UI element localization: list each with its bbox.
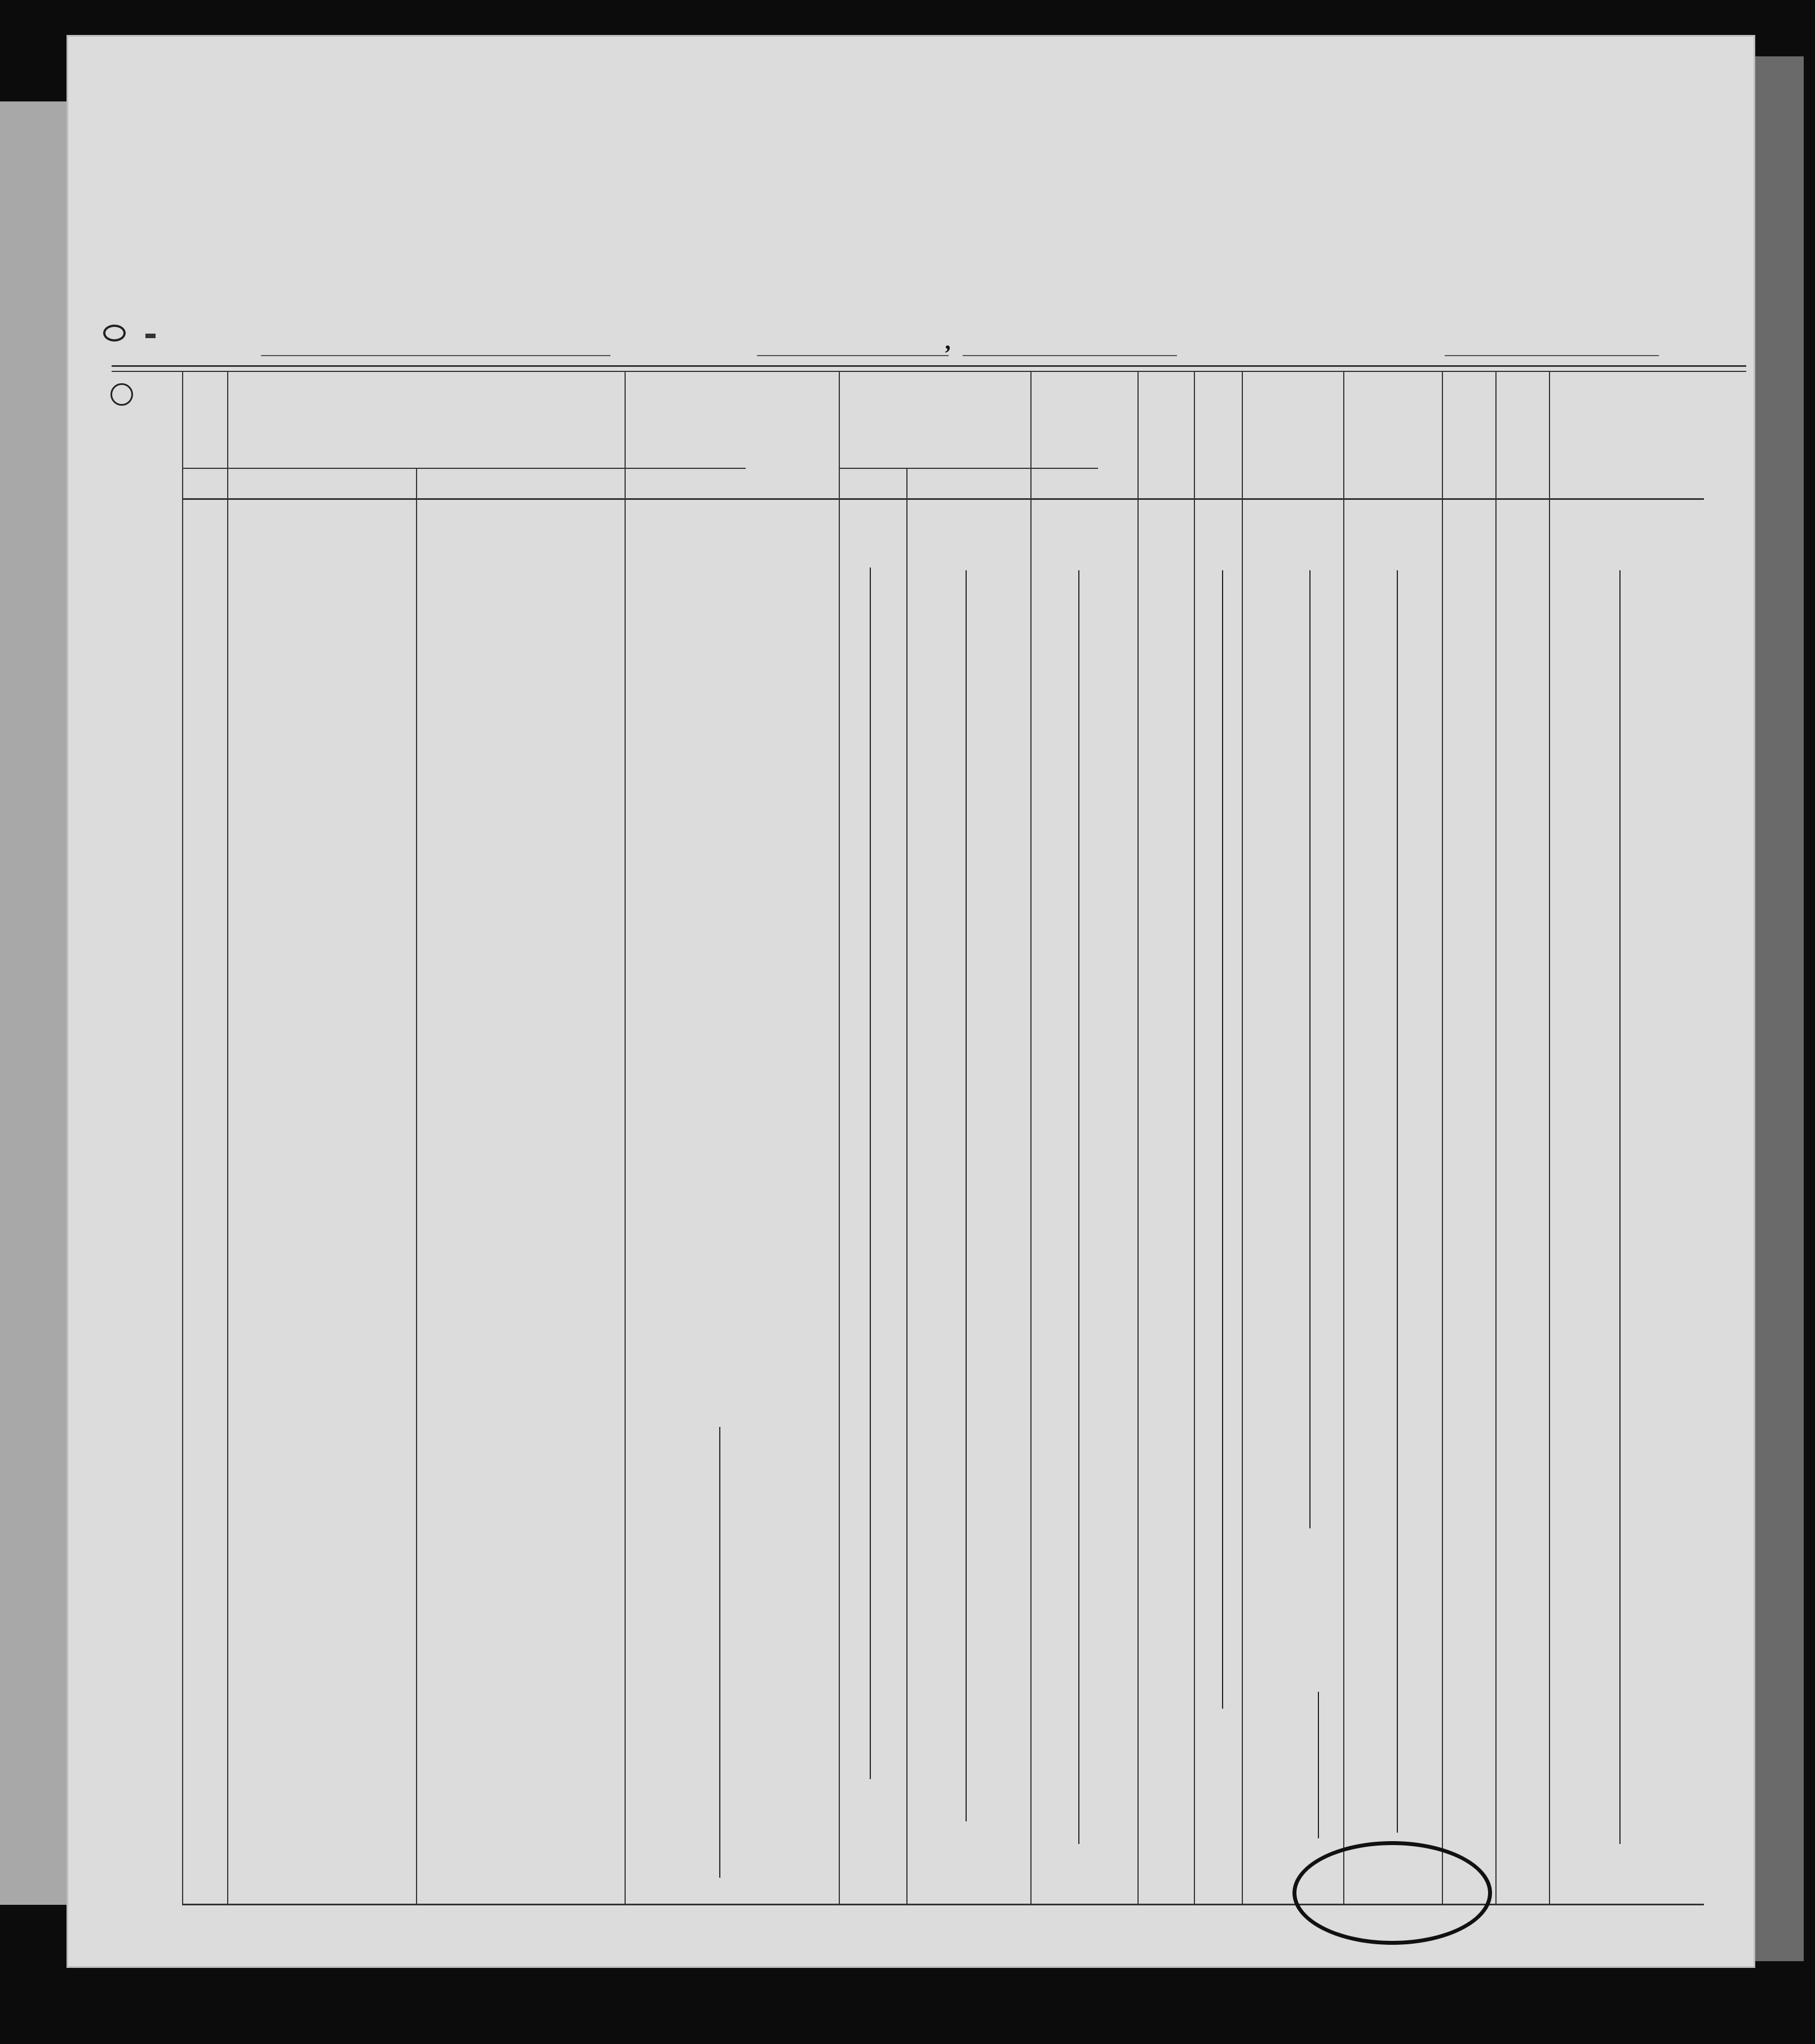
vessel-underline	[261, 355, 610, 356]
ditto-line-race	[1309, 570, 1311, 1528]
arriving-underline	[757, 355, 949, 356]
adjacent-page-edge	[0, 101, 67, 1905]
col-line-1	[182, 371, 183, 1904]
col-line-14	[1549, 371, 1550, 1904]
table-top-rule-2	[112, 371, 1746, 372]
col-line-8	[1137, 371, 1139, 1904]
col-line-5	[839, 371, 840, 1904]
dash-mark	[145, 334, 156, 338]
shipped-subheader-rule	[839, 468, 1098, 469]
ditto-line-when	[870, 567, 871, 1779]
col-line-7	[1030, 371, 1032, 1904]
col-line-4	[625, 371, 626, 1904]
date-underline	[963, 355, 1177, 356]
ditto-line-nationality	[1397, 570, 1398, 1833]
ditto-line-sex	[1222, 570, 1223, 1709]
table-top-rule	[112, 365, 1746, 367]
col-line-12	[1442, 371, 1443, 1904]
col-line-3	[416, 468, 417, 1904]
ditto-line-race-2	[1318, 1692, 1319, 1838]
punch-hole-icon	[103, 325, 126, 342]
comma-mark: ,	[946, 329, 952, 354]
from-port-underline	[1445, 355, 1659, 356]
name-subheader-rule	[182, 468, 746, 469]
col-line-2	[227, 371, 228, 1904]
col-line-10	[1242, 371, 1243, 1904]
punch-hole-icon	[110, 383, 133, 406]
col-line-11	[1343, 371, 1344, 1904]
ditto-line-position	[719, 1427, 720, 1878]
ditto-line-paid-off	[1078, 570, 1079, 1844]
col-line-9	[1194, 371, 1195, 1904]
header-bottom-rule	[182, 498, 1704, 500]
ditto-line-marks	[1619, 570, 1621, 1844]
col-line-13	[1495, 371, 1497, 1904]
office-stamp	[1292, 1841, 1492, 1945]
col-line-6	[906, 468, 908, 1904]
manifest-sheet	[67, 35, 1755, 1968]
ditto-line-where	[966, 570, 967, 1821]
